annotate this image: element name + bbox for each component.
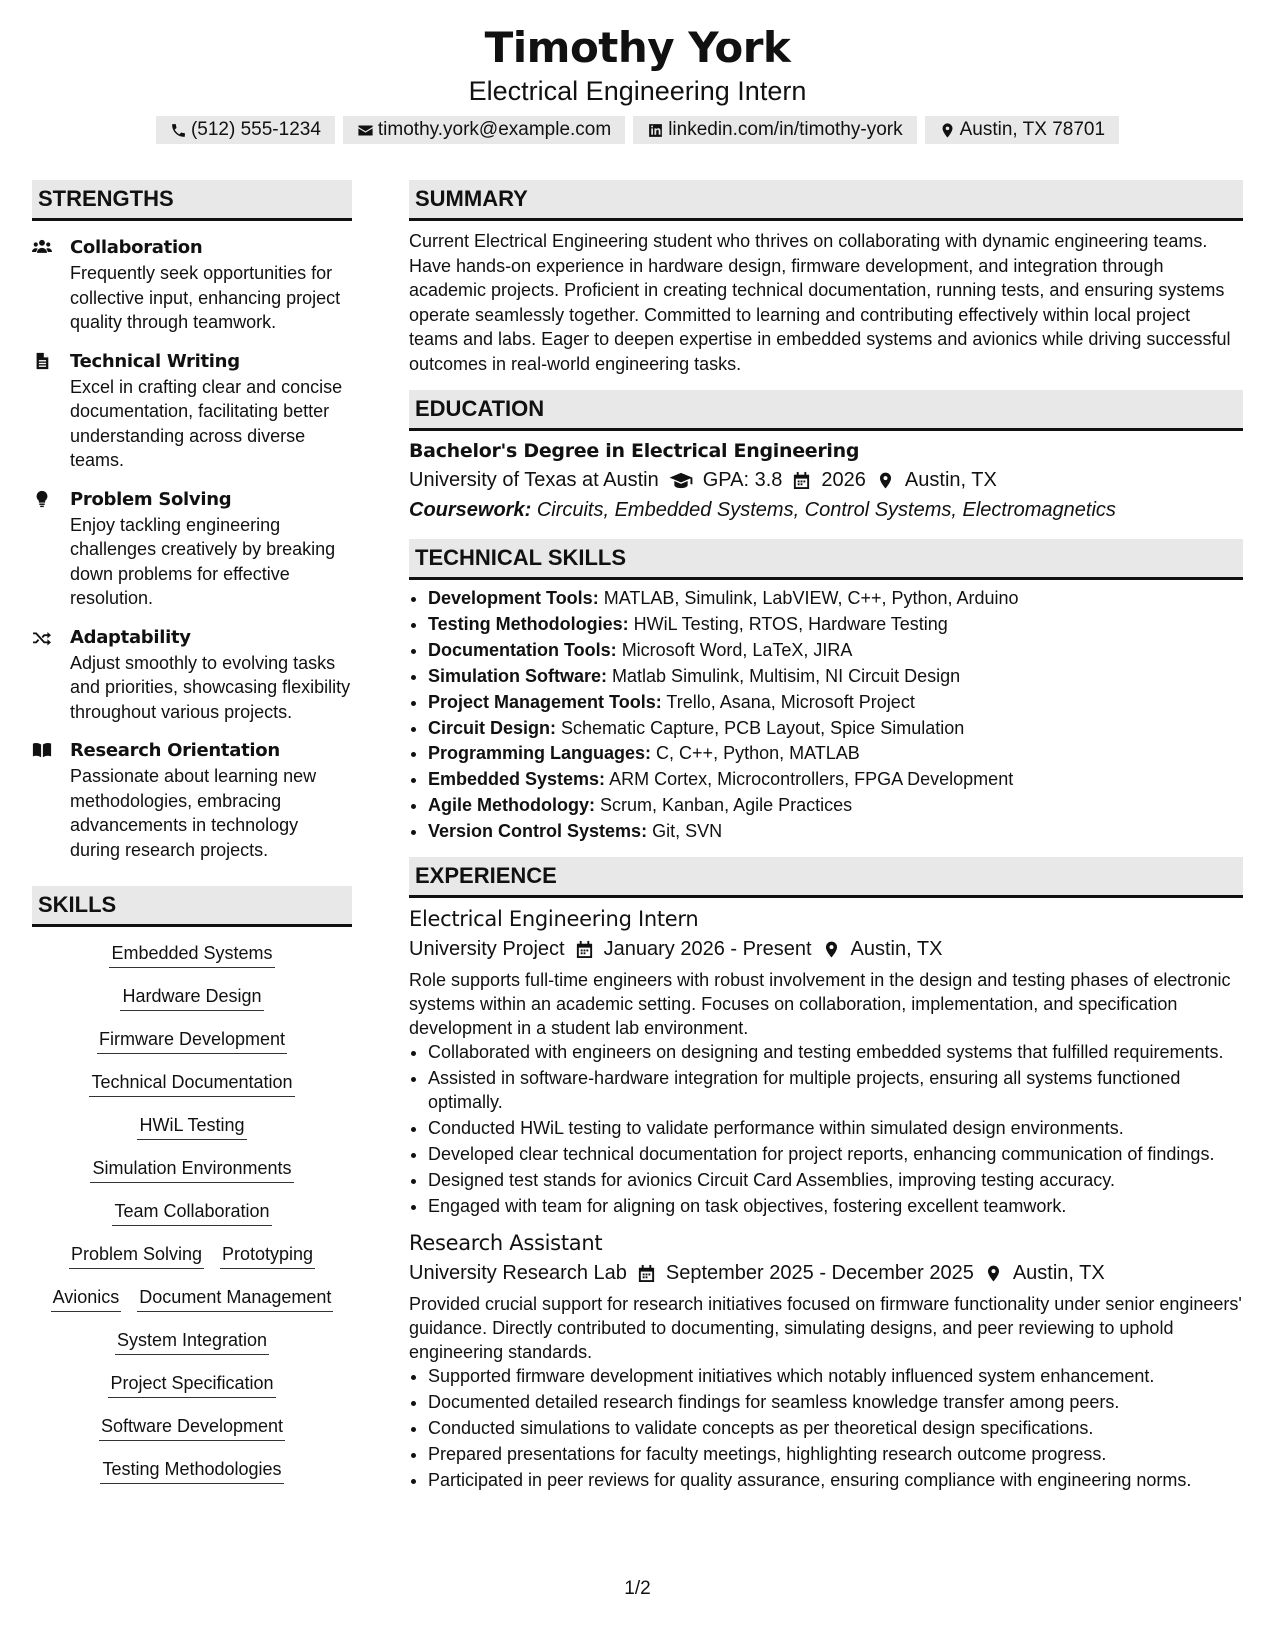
skill-tag: Technical Documentation bbox=[89, 1070, 294, 1097]
list-item bbox=[428, 612, 1243, 638]
page-number: 1/2 bbox=[624, 1578, 651, 1599]
job-dates: January 2026 - Present bbox=[603, 938, 812, 961]
strength-item bbox=[32, 738, 352, 862]
tech-skill-value: Microsoft Word, LaTeX, JIRA bbox=[621, 639, 853, 660]
contact-email[interactable] bbox=[343, 116, 625, 144]
strengths-heading: STRENGTHS bbox=[32, 180, 352, 221]
skill-tag: Team Collaboration bbox=[112, 1199, 271, 1226]
skill-tag: HWiL Testing bbox=[137, 1113, 246, 1140]
contact-linkedin-text: linkedin.com/in/timothy-york bbox=[668, 119, 903, 140]
strength-title: Technical Writing bbox=[70, 350, 240, 372]
candidate-name: Timothy York bbox=[484, 23, 791, 72]
skill-tag: Problem Solving bbox=[69, 1242, 204, 1269]
experience-heading: EXPERIENCE bbox=[409, 857, 1243, 898]
tech-skill-value: Schematic Capture, PCB Layout, Spice Simulation bbox=[561, 717, 965, 738]
contact-phone[interactable] bbox=[156, 116, 335, 144]
job-entry bbox=[409, 1228, 1243, 1492]
job-entry bbox=[409, 904, 1243, 1218]
strength-desc: Enjoy tackling engineering challenges creatively by breaking down problems for effective resolution. bbox=[70, 514, 336, 608]
coursework-list: Circuits, Embedded Systems, Control Systems, Electromagnetics bbox=[536, 499, 1116, 521]
degree-title: Bachelor's Degree in Electrical Engineering bbox=[409, 440, 860, 462]
contact-location-text: Austin, TX 78701 bbox=[959, 119, 1106, 140]
list-item bbox=[428, 793, 1243, 819]
technical-skills-heading: TECHNICAL SKILLS bbox=[409, 539, 1243, 580]
education-location: Austin, TX bbox=[904, 469, 997, 491]
skills-heading: SKILLS bbox=[32, 886, 352, 927]
strength-item bbox=[32, 487, 352, 611]
gpa: GPA: 3.8 bbox=[702, 469, 783, 491]
tech-skill-value: MATLAB, Simulink, LabVIEW, C++, Python, Arduino bbox=[603, 588, 1019, 608]
strength-desc: Adjust smoothly to evolving tasks and priorities, showcasing flexibility throughout various projects. bbox=[70, 652, 351, 722]
skill-tag: Prototyping bbox=[220, 1242, 315, 1269]
tech-skill-label: Circuit Design: bbox=[428, 717, 557, 738]
strength-title: Collaboration bbox=[70, 237, 203, 258]
map-pin-icon bbox=[822, 940, 841, 959]
job-description: Role supports full-time engineers with robust involvement in the design and testing phases of electronic systems within an academic setting. Focuses on collaboration, implementation, and specification development in a student lab environment. bbox=[409, 970, 1231, 1039]
skill-tag: System Integration bbox=[115, 1328, 269, 1355]
users-icon bbox=[32, 238, 52, 256]
skill-tag: Avionics bbox=[51, 1285, 122, 1312]
strength-desc: Excel in crafting clear and concise documentation, facilitating better understanding across diverse teams. bbox=[70, 376, 343, 470]
skill-tag: Firmware Development bbox=[97, 1027, 287, 1054]
skill-tag: Simulation Environments bbox=[90, 1156, 293, 1183]
list-item: • Documented detailed research findings for seamless knowledge transfer among peers. bbox=[428, 1390, 1243, 1414]
calendar-icon bbox=[637, 1264, 656, 1283]
list-item: • Conducted simulations to validate concepts as per theoretical design specifications. bbox=[428, 1416, 1243, 1440]
strength-item bbox=[32, 349, 352, 473]
list-item bbox=[428, 716, 1243, 742]
strength-desc: Frequently seek opportunities for collective input, enhancing project quality through teamwork. bbox=[70, 263, 341, 332]
skill-tag: Embedded Systems bbox=[109, 941, 274, 968]
contact-phone-text: (512) 555-1234 bbox=[190, 119, 321, 140]
job-bullets bbox=[428, 1364, 1243, 1492]
tech-skill-value: Matlab Simulink, Multisim, NI Circuit Design bbox=[612, 665, 961, 686]
tech-skill-label: Simulation Software: bbox=[428, 665, 608, 686]
list-item: • Participated in peer reviews for quality assurance, ensuring compliance with engineering norms. bbox=[428, 1468, 1243, 1492]
skill-tag: Testing Methodologies bbox=[100, 1457, 283, 1484]
job-location: Austin, TX bbox=[850, 938, 943, 961]
shuffle-icon bbox=[32, 628, 52, 646]
job-dates: September 2025 - December 2025 bbox=[665, 1262, 974, 1285]
job-location: Austin, TX bbox=[1012, 1262, 1105, 1285]
strength-item bbox=[32, 235, 352, 335]
coursework bbox=[409, 495, 1243, 525]
strength-desc: Passionate about learning new methodologies, embracing advancements in technology during research projects. bbox=[70, 766, 317, 860]
list-item: • Collaborated with engineers on designing and testing embedded systems that fulfilled requirements. bbox=[428, 1040, 1243, 1064]
strength-title: Adaptability bbox=[70, 626, 191, 648]
map-pin-icon bbox=[876, 471, 895, 490]
map-pin-icon bbox=[984, 1264, 1003, 1283]
tech-skill-value: C, C++, Python, MATLAB bbox=[656, 743, 860, 764]
education-heading: EDUCATION bbox=[409, 390, 1243, 431]
document-icon bbox=[32, 352, 52, 370]
contact-linkedin[interactable] bbox=[633, 116, 916, 144]
tech-skill-value: Trello, Asana, Microsoft Project bbox=[666, 691, 915, 712]
job-org: University Research Lab bbox=[409, 1262, 627, 1285]
summary-text: Current Electrical Engineering student who thrives on collaborating with dynamic engineering teams. Have hands-on experience in hardware design, firmware development, and integration through academic projects. Proficient in creating technical documentation, running tests, and ensuring systems operate seamlessly together. Committed to learning and contributing effectively within local project teams and labs. Eager to deepen expertise in embedded systems and avionics while driving successful outcomes in real-world engineering tasks. bbox=[409, 231, 1231, 374]
list-item bbox=[428, 767, 1243, 793]
job-title: Electrical Engineering Intern bbox=[409, 907, 699, 932]
graduation-year: 2026 bbox=[821, 469, 866, 491]
strength-item bbox=[32, 625, 352, 725]
technical-skills-list bbox=[428, 586, 1243, 845]
list-item: • Assisted in software-hardware integration for multiple projects, ensuring all systems functioned optimally. bbox=[428, 1066, 1243, 1114]
tech-skill-label: Embedded Systems: bbox=[428, 769, 606, 790]
tech-skill-value: ARM Cortex, Microcontrollers, FPGA Development bbox=[609, 769, 1014, 790]
tech-skill-value: Scrum, Kanban, Agile Practices bbox=[600, 795, 853, 816]
job-title: Research Assistant bbox=[409, 1231, 603, 1256]
tech-skill-label: Testing Methodologies: bbox=[428, 613, 629, 634]
school-name: University of Texas at Austin bbox=[409, 469, 659, 491]
tech-skill-label: Documentation Tools: bbox=[428, 639, 617, 660]
list-item bbox=[428, 690, 1243, 716]
linkedin-icon bbox=[647, 122, 664, 139]
list-item bbox=[428, 664, 1243, 690]
tech-skill-label: Development Tools: bbox=[428, 588, 599, 608]
list-item: • Designed test stands for avionics Circuit Card Assemblies, improving testing accuracy. bbox=[428, 1168, 1243, 1192]
job-meta bbox=[409, 1258, 1243, 1288]
candidate-title: Electrical Engineering Intern bbox=[468, 76, 807, 106]
list-item bbox=[428, 819, 1243, 845]
strength-title: Research Orientation bbox=[70, 740, 280, 761]
contact-email-text: timothy.york@example.com bbox=[377, 119, 612, 140]
tech-skill-value: HWiL Testing, RTOS, Hardware Testing bbox=[633, 613, 948, 634]
education-meta bbox=[409, 465, 1243, 495]
tech-skill-label: Project Management Tools: bbox=[428, 691, 662, 712]
tech-skill-value: Git, SVN bbox=[652, 821, 723, 842]
job-org: University Project bbox=[409, 938, 565, 961]
list-item bbox=[428, 638, 1243, 664]
envelope-icon bbox=[357, 122, 374, 139]
contact-bar bbox=[0, 116, 1275, 144]
phone-icon bbox=[170, 122, 187, 139]
book-icon bbox=[32, 741, 52, 759]
job-meta bbox=[409, 934, 1243, 964]
lightbulb-icon bbox=[32, 490, 52, 508]
strength-title: Problem Solving bbox=[70, 488, 232, 510]
calendar-icon bbox=[575, 940, 594, 959]
tech-skill-label: Agile Methodology: bbox=[428, 795, 595, 816]
job-bullets bbox=[428, 1040, 1243, 1218]
left-column bbox=[32, 180, 352, 1500]
list-item: • Engaged with team for aligning on task objectives, fostering excellent teamwork. bbox=[428, 1194, 1243, 1218]
graduation-cap-icon bbox=[669, 471, 693, 490]
list-item: • Supported firmware development initiatives which notably influenced system enhancement. bbox=[428, 1364, 1243, 1388]
list-item bbox=[428, 586, 1243, 612]
summary-heading: SUMMARY bbox=[409, 180, 1243, 221]
resume-header bbox=[0, 22, 1275, 144]
skill-tag: Hardware Design bbox=[120, 984, 263, 1011]
tech-skill-label: Version Control Systems: bbox=[428, 821, 648, 842]
skills-list bbox=[32, 941, 352, 1484]
right-column bbox=[409, 180, 1243, 1494]
coursework-label: Coursework: bbox=[409, 499, 532, 521]
calendar-icon bbox=[792, 471, 811, 490]
contact-location bbox=[925, 116, 1119, 144]
tech-skill-label: Programming Languages: bbox=[428, 743, 652, 764]
list-item: • Prepared presentations for faculty meetings, highlighting research outcome progress. bbox=[428, 1442, 1243, 1466]
list-item bbox=[428, 741, 1243, 767]
job-description: Provided crucial support for research initiatives focused on firmware functionality under senior engineers' guidance. Directly contributed to documenting, simulating designs, and peer reviewing to uphold engineering standards. bbox=[409, 1294, 1242, 1363]
list-item: • Conducted HWiL testing to validate performance within simulated design environments. bbox=[428, 1116, 1243, 1140]
skill-tag: Software Development bbox=[99, 1414, 285, 1441]
map-pin-icon bbox=[939, 122, 956, 139]
skill-tag: Document Management bbox=[137, 1285, 333, 1312]
skill-tag: Project Specification bbox=[108, 1371, 275, 1398]
list-item: • Developed clear technical documentation for project reports, enhancing communication of findings. bbox=[428, 1142, 1243, 1166]
